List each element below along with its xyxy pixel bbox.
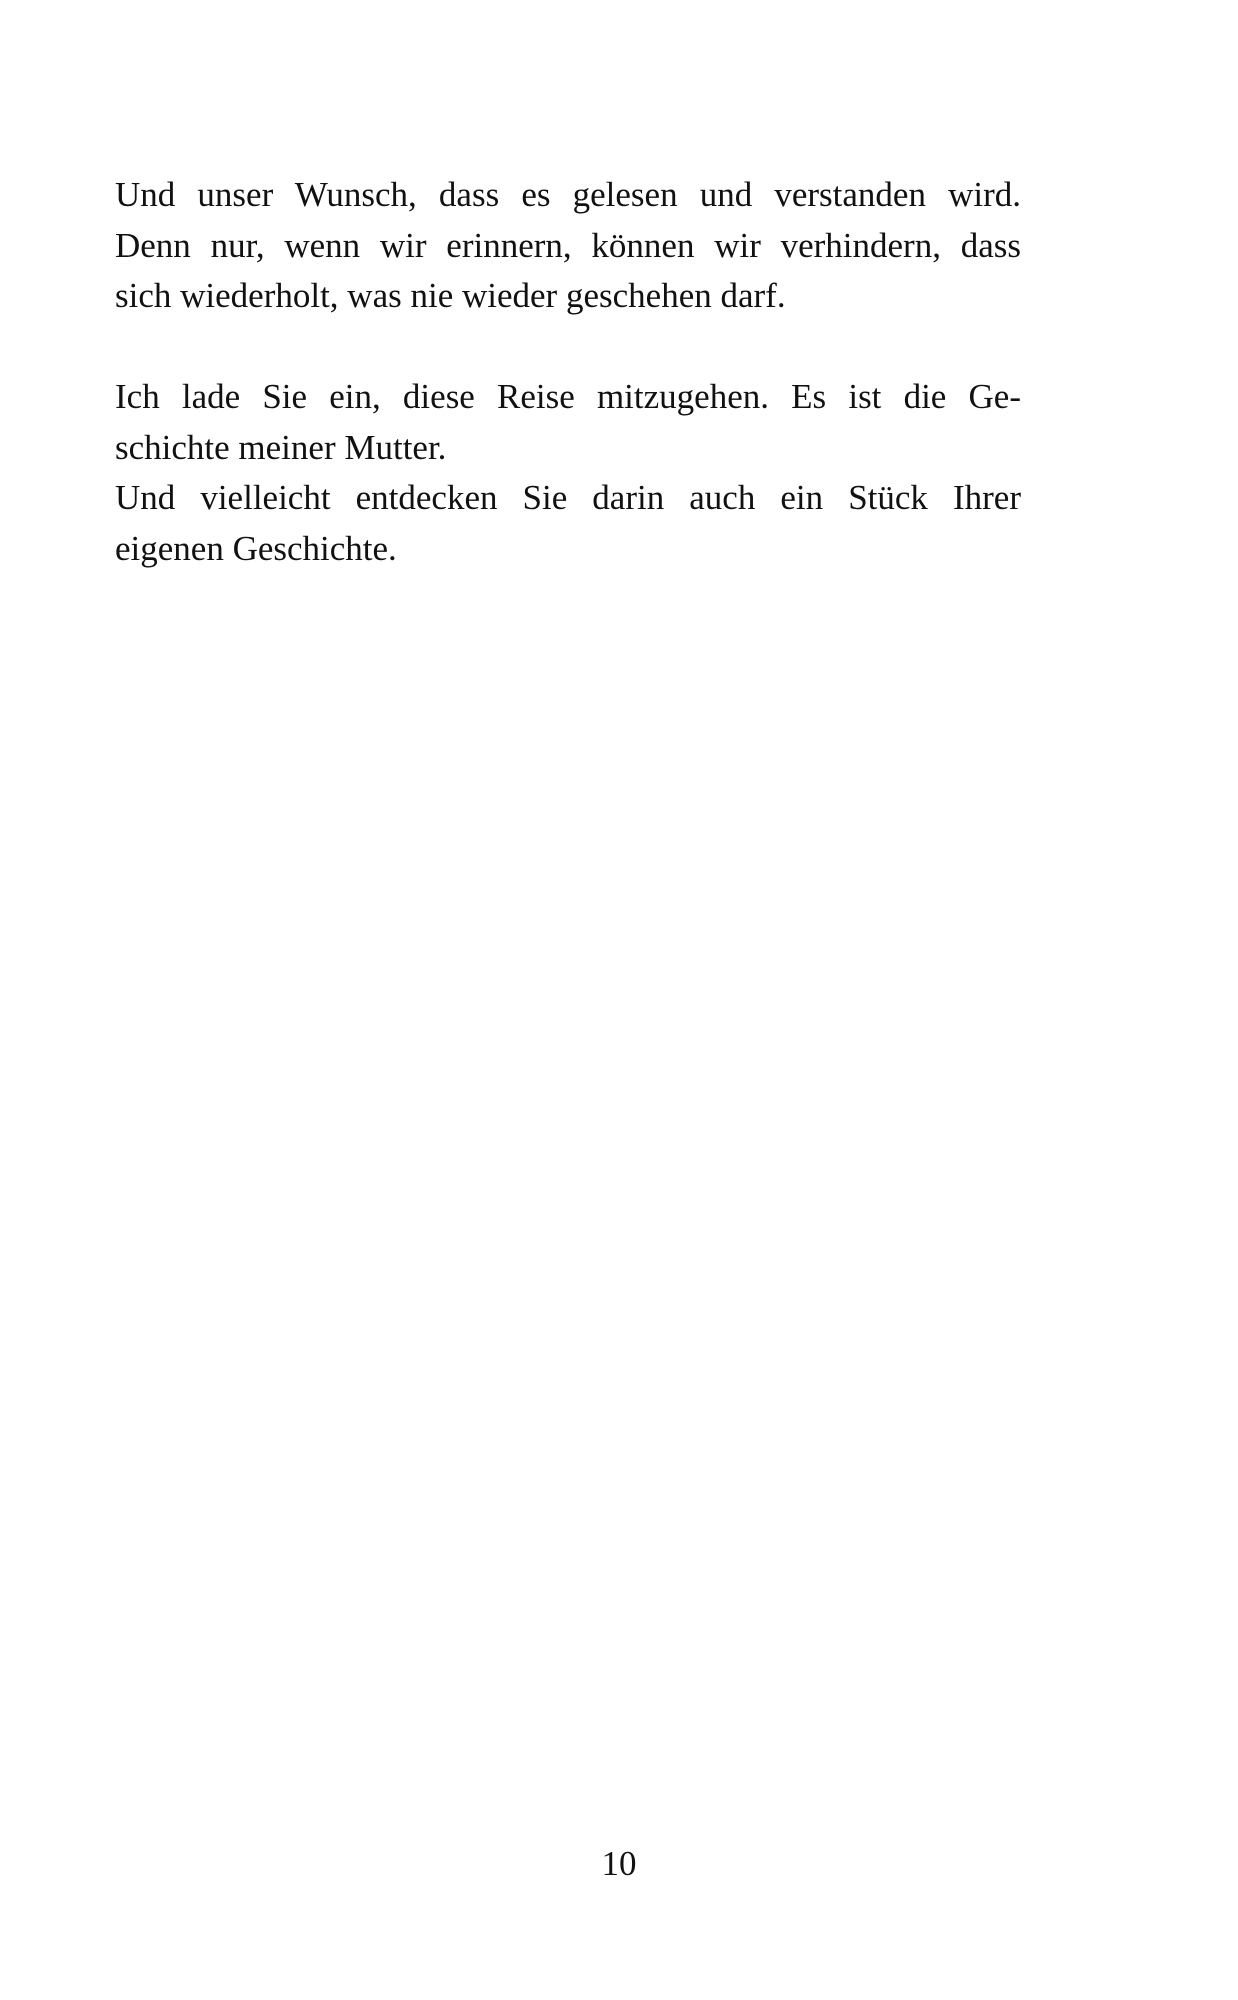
body-text xyxy=(115,170,1021,574)
paragraph-gap xyxy=(115,322,1021,373)
paragraph xyxy=(115,170,1021,322)
text-line: schichte meiner Mutter. xyxy=(115,427,447,467)
text-line: eigenen Geschichte. xyxy=(115,528,397,568)
text-line: Und unser Wunsch, dass es gelesen und verstanden wird. xyxy=(115,175,1021,214)
text-line: Denn nur, wenn wir erinnern, können wir verhindern, dass xyxy=(115,225,1021,265)
text-line: Ich lade Sie ein, diese Reise mitzugehen. Es ist die Ge- xyxy=(115,377,1021,416)
paragraph xyxy=(115,372,1021,574)
page-number: 10 xyxy=(601,1844,637,1883)
text-line: Und vielleicht entdecken Sie darin auch ein Stück Ihrer xyxy=(115,478,1021,517)
text-line: sich wiederholt, was nie wieder geschehen darf. xyxy=(115,276,786,315)
